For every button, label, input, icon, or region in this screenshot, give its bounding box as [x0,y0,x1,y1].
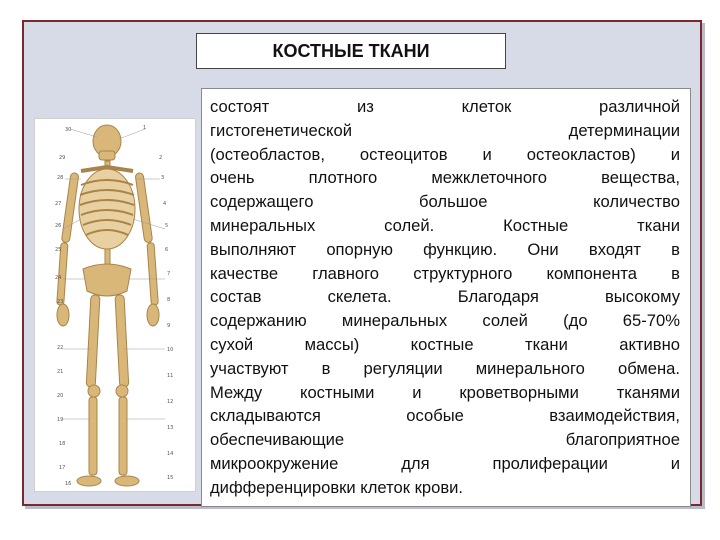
figure-label: 11 [167,373,174,379]
right-forearm [147,243,158,305]
slide-title [196,33,506,69]
left-humerus [61,172,79,242]
left-tibia [89,397,97,475]
figure-label: 15 [167,475,174,481]
body-text-line: состав скелета. Благодаря высокому [210,287,680,307]
figure-label: 26 [55,223,62,229]
left-knee [88,385,100,397]
right-hand [147,304,159,326]
body-text-line: минеральных солей. Костные ткани [210,215,680,235]
figure-label: 4 [163,201,167,207]
body-text-line: сухой массы) костные ткани активно [210,334,680,354]
body-text-line: Между костными и кроветворными тканями [210,382,680,402]
body-text-line: гистогенетической детерминации [210,120,680,140]
figure-label: 1 [143,125,147,131]
body-text-line: обеспечивающие благоприятное [210,430,680,450]
figure-label: 18 [59,441,66,447]
figure-label: 21 [57,369,64,375]
figure-label: 29 [59,155,66,161]
figure-label: 24 [55,275,62,281]
figure-label: 16 [65,481,72,487]
slide-title-text: КОСТНЫЕ ТКАНИ [272,40,430,61]
body-text-line: складываются особые взаимодействия, [210,406,680,426]
figure-label: 6 [165,247,169,253]
figure-label: 19 [57,417,64,423]
figure-label: 14 [167,451,174,457]
left-femur [86,295,100,387]
left-foot [77,476,101,486]
right-femur [115,295,129,387]
figure-label: 30 [65,127,72,133]
pelvis [83,264,131,296]
body-text-line: очень плотного межклеточного вещества, [210,168,680,188]
figure-label: 13 [167,425,174,431]
figure-label: 23 [57,299,64,305]
figure-label: 8 [167,297,171,303]
body-text [201,88,691,507]
right-knee [116,385,128,397]
figure-label: 25 [55,247,62,253]
skeleton-illustration [35,119,196,492]
body-text-line: микроокружение для пролиферации и [210,453,680,473]
body-text-line: качестве главного структурного компонента в [210,263,680,283]
figure-label: 7 [167,271,171,277]
figure-label: 10 [167,347,174,353]
figure-label: 9 [167,323,171,329]
body-text-line: выполняют опорную функцию. Они входят в [210,239,680,259]
figure-label: 5 [165,223,169,229]
body-text-line: участвуют в регуляции минерального обмена. [210,358,680,378]
figure-label: 28 [57,175,64,181]
figure-label: 17 [59,465,66,471]
skeleton-figure [34,118,196,492]
figure-label: 2 [159,155,163,161]
left-hand [57,304,69,326]
figure-label: 12 [167,399,174,405]
figure-label: 27 [55,201,62,207]
right-foot [115,476,139,486]
figure-label: 22 [57,345,64,351]
body-text-line: дифференцировки клеток крови. [210,477,464,497]
body-text-line: состоят из клеток различной [210,97,680,116]
figure-label: 3 [161,175,165,181]
jaw [99,151,115,160]
body-text-line: содержанию минеральных солей (до 65-70% [210,311,680,331]
right-tibia [119,397,127,475]
figure-label: 20 [57,393,64,399]
body-text-line: содержащего большое количество [210,192,680,212]
right-humerus [135,172,153,242]
body-text-line: (остеобластов, остеоцитов и остеокластов) и [210,144,680,164]
